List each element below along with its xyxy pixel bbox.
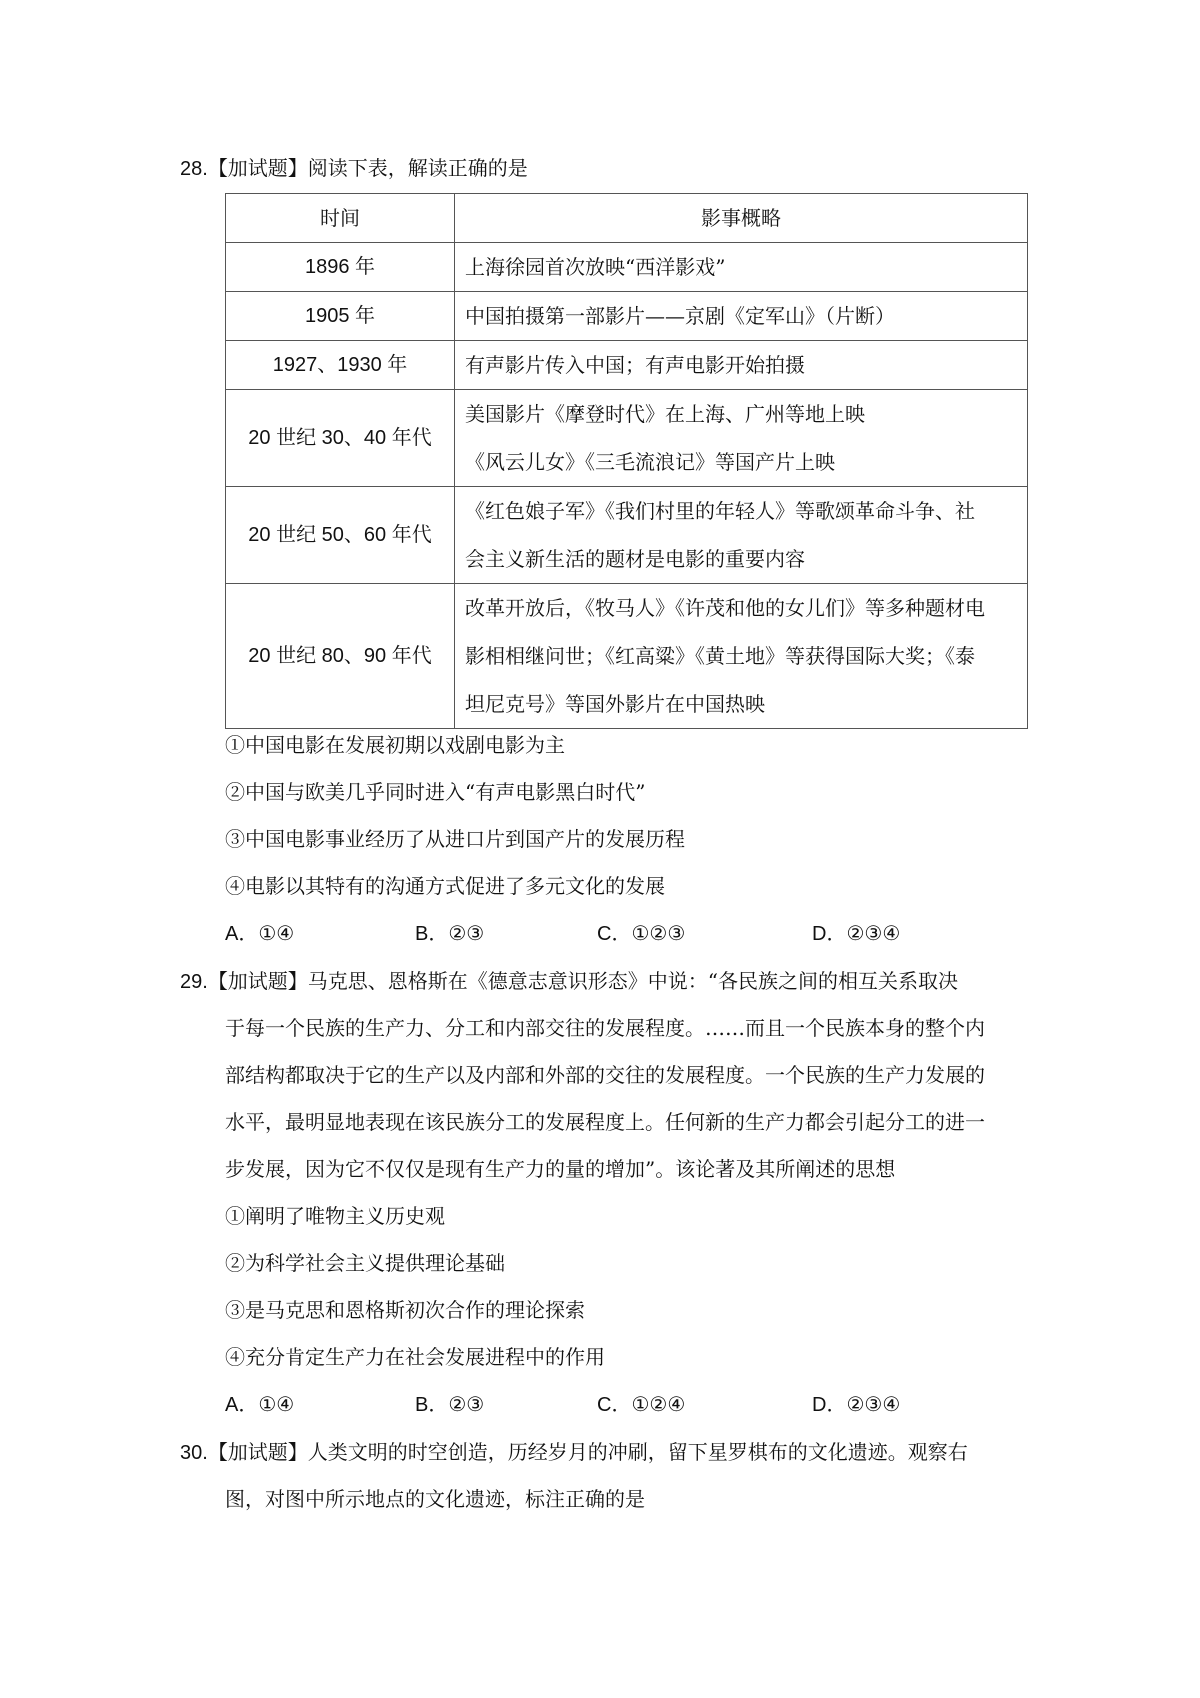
summary-line: 坦尼克号》等国外影片在中国热映 [465,692,765,716]
table-row [226,487,1028,584]
table-row [226,584,1028,729]
choice-a[interactable] [225,918,294,949]
question-29-line [180,966,958,997]
table-cell-time: 20 世纪 30、40 年代 [226,390,455,487]
choice-a[interactable] [225,1389,294,1420]
choice-letter: A． [225,923,259,945]
question-stem-line: 部结构都取决于它的生产以及内部和外部的交往的发展程度。一个民族的生产力发展的 [225,1063,985,1087]
choice-letter: A． [225,1394,259,1416]
choice-letter: C． [597,923,632,945]
statement-4: ④电影以其特有的沟通方式促进了多元文化的发展 [225,874,665,898]
table-cell-time: 20 世纪 80、90 年代 [226,584,455,729]
table-row [226,243,1028,292]
question-30-line [180,1437,968,1468]
choice-letter: C． [597,1394,632,1416]
summary-line: 《红色娘子军》《我们村里的年轻人》等歌颂革命斗争、社 [465,499,975,523]
question-stem-line: 【加试题】人类文明的时空创造，历经岁月的冲刷，留下星罗棋布的文化遗迹。观察右 [207,1440,968,1464]
question-stem-line: 步发展，因为它不仅仅是现有生产力的量的增加”。该论著及其所阐述的思想 [225,1157,896,1181]
question-stem-line: 图，对图中所示地点的文化遗迹，标注正确的是 [225,1487,645,1511]
table-cell-time: 1927、1930 年 [226,341,455,390]
table-header-summary: 影事概略 [455,194,1028,243]
table-cell-summary [455,390,1028,487]
choice-text: ①②③ [631,921,686,945]
table-cell-summary: 上海徐园首次放映“西洋影戏” [455,243,1028,292]
choice-letter: B． [415,1394,449,1416]
summary-line: 影相相继问世；《红高粱》《黄土地》等获得国际大奖；《泰 [465,644,975,668]
choice-d[interactable] [812,1389,900,1420]
question-stem-line: 于每一个民族的生产力、分工和内部交往的发展程度。……而且一个民族本身的整个内 [225,1016,985,1040]
choice-text: ②③④ [846,921,901,945]
table-cell-summary: 中国拍摄第一部影片——京剧《定军山》（片断） [455,292,1028,341]
question-stem: 【加试题】阅读下表，解读正确的是 [207,156,528,180]
table-row [226,292,1028,341]
choice-c[interactable] [597,1389,685,1420]
table-row [226,341,1028,390]
choice-text: ①②④ [631,1392,686,1416]
summary-line: 改革开放后，《牧马人》《许茂和他的女儿们》等多种题材电 [465,596,985,620]
table-cell-time: 20 世纪 50、60 年代 [226,487,455,584]
statement-4: ④充分肯定生产力在社会发展进程中的作用 [225,1345,605,1369]
statement-1: ①中国电影在发展初期以戏剧电影为主 [225,733,565,757]
summary-line: 《风云儿女》《三毛流浪记》等国产片上映 [465,450,835,474]
question-number: 28. [180,158,208,180]
statement-1: ①阐明了唯物主义历史观 [225,1204,445,1228]
choice-d[interactable] [812,918,900,949]
statement-2: ②为科学社会主义提供理论基础 [225,1251,505,1275]
choice-letter: B． [415,923,449,945]
table-cell-time: 1896 年 [226,243,455,292]
choice-c[interactable] [597,918,685,949]
choice-text: ②③ [448,921,485,945]
question-stem-line: 【加试题】马克思、恩格斯在《德意志意识形态》中说：“各民族之间的相互关系取决 [207,969,959,993]
table-cell-summary: 有声影片传入中国；有声电影开始拍摄 [455,341,1028,390]
statement-3: ③中国电影事业经历了从进口片到国产片的发展历程 [225,827,685,851]
statement-2: ②中国与欧美几乎同时进入“有声电影黑白时代” [225,780,646,804]
question-number: 30. [180,1442,208,1464]
choice-text: ①④ [258,921,295,945]
statement-3: ③是马克思和恩格斯初次合作的理论探索 [225,1298,585,1322]
table-header-time: 时间 [226,194,455,243]
summary-line: 会主义新生活的题材是电影的重要内容 [465,547,805,571]
table-row [226,390,1028,487]
choice-text: ②③④ [846,1392,901,1416]
choice-letter: D． [812,1394,847,1416]
table-cell-summary [455,584,1028,729]
table-cell-summary [455,487,1028,584]
choice-text: ①④ [258,1392,295,1416]
table-header-row [226,194,1028,243]
table-cell-time: 1905 年 [226,292,455,341]
film-history-table [225,193,1028,729]
question-number: 29. [180,971,208,993]
choice-b[interactable] [415,918,484,949]
question-28-stem-line [180,153,528,184]
question-stem-line: 水平，最明显地表现在该民族分工的发展程度上。任何新的生产力都会引起分工的进一 [225,1110,985,1134]
choice-letter: D． [812,923,847,945]
choice-text: ②③ [448,1392,485,1416]
choice-b[interactable] [415,1389,484,1420]
summary-line: 美国影片《摩登时代》在上海、广州等地上映 [465,402,865,426]
